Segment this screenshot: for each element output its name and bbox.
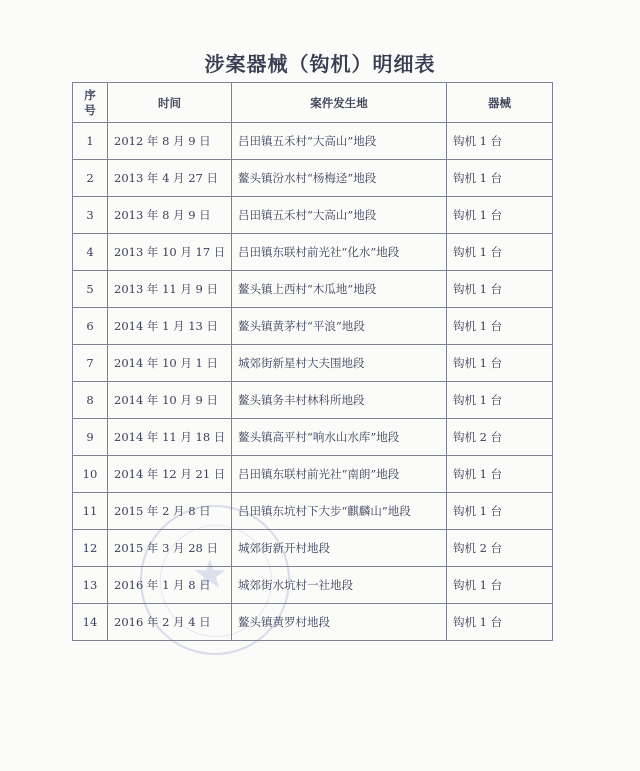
cell-time: 2012 年 8 月 9 日 xyxy=(108,123,232,160)
cell-equipment: 钩机 2 台 xyxy=(447,530,553,567)
header-serial-number-line2: 号 xyxy=(84,102,96,117)
table-header-row xyxy=(73,83,553,123)
cell-time: 2016 年 1 月 8 日 xyxy=(108,567,232,604)
cell-time: 2015 年 3 月 28 日 xyxy=(108,530,232,567)
cell-place: 城郊街新开村地段 xyxy=(232,530,447,567)
cell-place: 鳌头镇黄茅村“平浪”地段 xyxy=(232,308,447,345)
cell-time: 2013 年 11 月 9 日 xyxy=(108,271,232,308)
table-body xyxy=(73,123,553,641)
table-row xyxy=(73,604,553,641)
cell-time: 2013 年 8 月 9 日 xyxy=(108,197,232,234)
cell-equipment: 钩机 1 台 xyxy=(447,567,553,604)
header-serial-number-line1: 序 xyxy=(84,87,96,102)
cell-equipment: 钩机 1 台 xyxy=(447,382,553,419)
table-row xyxy=(73,123,553,160)
cell-equipment: 钩机 1 台 xyxy=(447,234,553,271)
cell-time: 2013 年 10 月 17 日 xyxy=(108,234,232,271)
cell-equipment: 钩机 1 台 xyxy=(447,345,553,382)
cell-place: 吕田镇东坑村下大步“麒麟山”地段 xyxy=(232,493,447,530)
page-title: 涉案器械（钩机）明细表 xyxy=(204,52,436,76)
cell-time: 2013 年 4 月 27 日 xyxy=(108,160,232,197)
cell-time: 2014 年 12 月 21 日 xyxy=(108,456,232,493)
equipment-detail-table xyxy=(72,82,553,641)
table-row xyxy=(73,382,553,419)
header-serial-number xyxy=(73,83,108,123)
cell-equipment: 钩机 1 台 xyxy=(447,197,553,234)
cell-place: 吕田镇五禾村“大高山”地段 xyxy=(232,123,447,160)
cell-time: 2016 年 2 月 4 日 xyxy=(108,604,232,641)
cell-equipment: 钩机 1 台 xyxy=(447,604,553,641)
cell-serial-number: 2 xyxy=(73,160,108,197)
header-equipment: 器械 xyxy=(447,83,553,123)
cell-place: 鳌头镇务丰村林科所地段 xyxy=(232,382,447,419)
cell-time: 2014 年 10 月 9 日 xyxy=(108,382,232,419)
cell-place: 吕田镇东联村前光社“南朗”地段 xyxy=(232,456,447,493)
cell-serial-number: 10 xyxy=(73,456,108,493)
cell-place: 鳌头镇上西村“木瓜地”地段 xyxy=(232,271,447,308)
cell-serial-number: 13 xyxy=(73,567,108,604)
cell-serial-number: 8 xyxy=(73,382,108,419)
table-row xyxy=(73,308,553,345)
cell-equipment: 钩机 1 台 xyxy=(447,493,553,530)
table-row xyxy=(73,493,553,530)
cell-serial-number: 1 xyxy=(73,123,108,160)
cell-place: 鳌头镇高平村“响水山水库”地段 xyxy=(232,419,447,456)
table-row xyxy=(73,160,553,197)
cell-serial-number: 5 xyxy=(73,271,108,308)
cell-time: 2015 年 2 月 8 日 xyxy=(108,493,232,530)
cell-serial-number: 3 xyxy=(73,197,108,234)
cell-place: 吕田镇东联村前光社“化水”地段 xyxy=(232,234,447,271)
header-time: 时间 xyxy=(108,83,232,123)
cell-place: 鳌头镇黄罗村地段 xyxy=(232,604,447,641)
cell-equipment: 钩机 2 台 xyxy=(447,419,553,456)
table-row xyxy=(73,419,553,456)
cell-equipment: 钩机 1 台 xyxy=(447,308,553,345)
table-row xyxy=(73,456,553,493)
cell-serial-number: 6 xyxy=(73,308,108,345)
cell-equipment: 钩机 1 台 xyxy=(447,271,553,308)
cell-place: 吕田镇五禾村“大高山”地段 xyxy=(232,197,447,234)
cell-serial-number: 14 xyxy=(73,604,108,641)
cell-serial-number: 12 xyxy=(73,530,108,567)
cell-time: 2014 年 1 月 13 日 xyxy=(108,308,232,345)
cell-equipment: 钩机 1 台 xyxy=(447,456,553,493)
cell-serial-number: 9 xyxy=(73,419,108,456)
seal-star-icon: ★ xyxy=(192,552,228,598)
cell-serial-number: 4 xyxy=(73,234,108,271)
cell-serial-number: 11 xyxy=(73,493,108,530)
header-place: 案件发生地 xyxy=(232,83,447,123)
cell-time: 2014 年 10 月 1 日 xyxy=(108,345,232,382)
cell-equipment: 钩机 1 台 xyxy=(447,123,553,160)
cell-place: 鳌头镇汾水村“杨梅迳”地段 xyxy=(232,160,447,197)
cell-time: 2014 年 11 月 18 日 xyxy=(108,419,232,456)
cell-place: 城郊街新星村大夫围地段 xyxy=(232,345,447,382)
table-row xyxy=(73,345,553,382)
table-row xyxy=(73,271,553,308)
table-row xyxy=(73,234,553,271)
table-row xyxy=(73,530,553,567)
cell-place: 城郊街水坑村一社地段 xyxy=(232,567,447,604)
table-row xyxy=(73,197,553,234)
cell-equipment: 钩机 1 台 xyxy=(447,160,553,197)
table-row xyxy=(73,567,553,604)
cell-serial-number: 7 xyxy=(73,345,108,382)
